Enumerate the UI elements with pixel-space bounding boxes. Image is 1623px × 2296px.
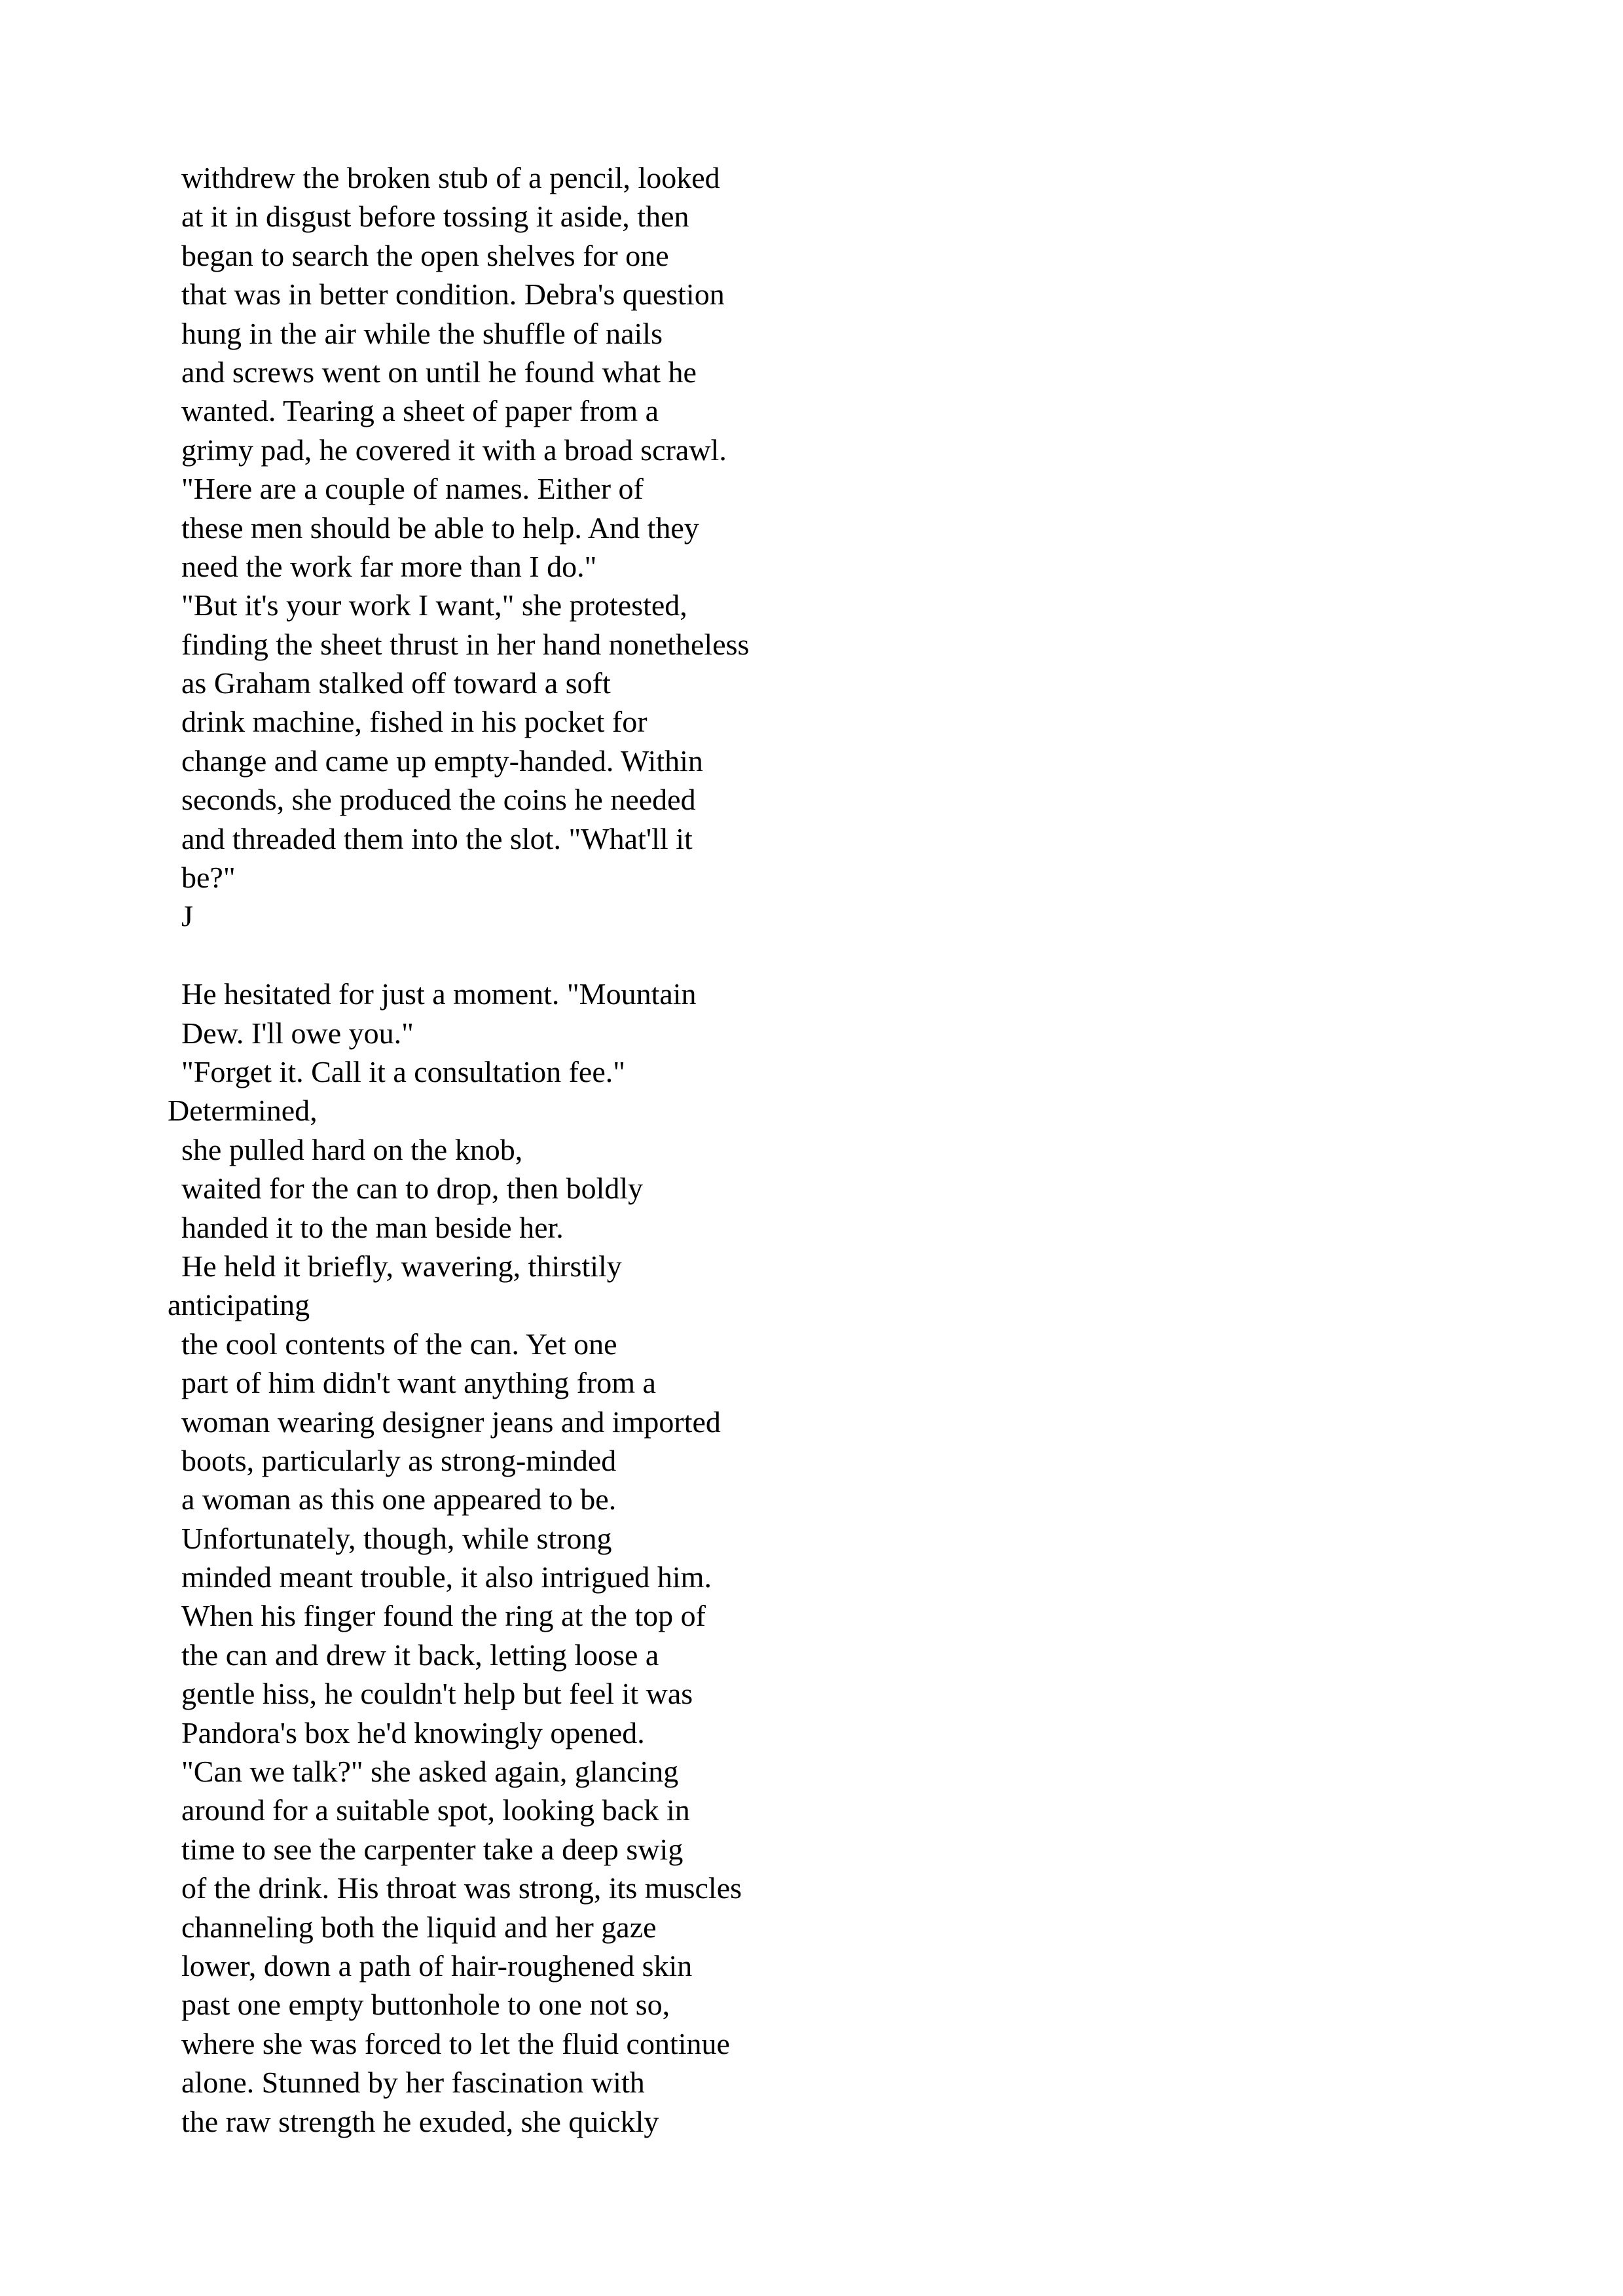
text-line: handed it to the man beside her. bbox=[181, 1210, 564, 1244]
text-line bbox=[0, 936, 1623, 975]
text-line: "Can we talk?" she asked again, glancing bbox=[181, 1755, 679, 1789]
text-line: need the work far more than I do." bbox=[181, 549, 597, 583]
text-line: "But it's your work I want," she protested, bbox=[181, 588, 687, 622]
text-line: a woman as this one appeared to be. bbox=[181, 1482, 617, 1516]
text-line: the cool contents of the can. Yet one bbox=[181, 1327, 617, 1361]
text-line: He hesitated for just a moment. "Mountain bbox=[181, 977, 697, 1011]
text-line: Unfortunately, though, while strong bbox=[181, 1521, 612, 1555]
text-line: past one empty buttonhole to one not so, bbox=[181, 1988, 670, 2022]
text-line: began to search the open shelves for one bbox=[181, 238, 669, 272]
text-line: grimy pad, he covered it with a broad scrawl. bbox=[181, 433, 727, 467]
text-line: the can and drew it back, letting loose a bbox=[181, 1638, 659, 1672]
body-text bbox=[0, 158, 1623, 2141]
text-line: around for a suitable spot, looking back in bbox=[181, 1793, 690, 1827]
text-line: anticipating bbox=[168, 1288, 310, 1322]
text-line: the raw strength he exuded, she quickly bbox=[181, 2104, 659, 2138]
text-line: of the drink. His throat was strong, its muscles bbox=[181, 1871, 742, 1905]
text-line: drink machine, fished in his pocket for bbox=[181, 705, 647, 739]
text-line: woman wearing designer jeans and imported bbox=[181, 1405, 721, 1439]
text-line: waited for the can to drop, then boldly bbox=[181, 1172, 644, 1206]
text-line: time to see the carpenter take a deep swig bbox=[181, 1832, 684, 1866]
text-line: J bbox=[181, 899, 193, 933]
text-line: where she was forced to let the fluid continue bbox=[181, 2026, 730, 2060]
text-line: He held it briefly, wavering, thirstily bbox=[181, 1249, 622, 1283]
text-line: When his finger found the ring at the top of bbox=[181, 1599, 706, 1633]
text-line: gentle hiss, he couldn't help but feel it was bbox=[181, 1677, 693, 1711]
text-line: part of him didn't want anything from a bbox=[181, 1366, 656, 1400]
text-line: boots, particularly as strong-minded bbox=[181, 1443, 617, 1477]
text-line: minded meant trouble, it also intrigued him. bbox=[181, 1560, 712, 1594]
text-line: wanted. Tearing a sheet of paper from a bbox=[181, 394, 659, 428]
text-line: change and came up empty-handed. Within bbox=[181, 744, 703, 778]
text-line: as Graham stalked off toward a soft bbox=[181, 666, 611, 700]
text-line: seconds, she produced the coins he needed bbox=[181, 783, 696, 817]
text-line: at it in disgust before tossing it aside, then bbox=[181, 200, 689, 234]
text-line: Determined, bbox=[168, 1094, 318, 1128]
text-line: Dew. I'll owe you." bbox=[181, 1016, 414, 1050]
text-line: finding the sheet thrust in her hand nonetheless bbox=[181, 627, 750, 661]
text-line: channeling both the liquid and her gaze bbox=[181, 1910, 657, 1944]
text-line: be?" bbox=[181, 861, 236, 895]
text-line: hung in the air while the shuffle of nails bbox=[181, 316, 663, 350]
text-line: withdrew the broken stub of a pencil, looked bbox=[181, 161, 720, 194]
text-line: "Forget it. Call it a consultation fee." bbox=[181, 1054, 626, 1088]
text-line: Pandora's box he'd knowingly opened. bbox=[181, 1715, 645, 1749]
text-line: she pulled hard on the knob, bbox=[181, 1132, 523, 1166]
text-line: lower, down a path of hair-roughened skin bbox=[181, 1948, 693, 1982]
text-line: and screws went on until he found what he bbox=[181, 355, 697, 389]
text-line: that was in better condition. Debra's question bbox=[181, 278, 725, 312]
text-line: "Here are a couple of names. Either of bbox=[181, 472, 644, 506]
text-line: these men should be able to help. And they bbox=[181, 511, 699, 545]
text-line: and threaded them into the slot. "What'll it bbox=[181, 821, 693, 855]
text-line: alone. Stunned by her fascination with bbox=[181, 2066, 645, 2100]
